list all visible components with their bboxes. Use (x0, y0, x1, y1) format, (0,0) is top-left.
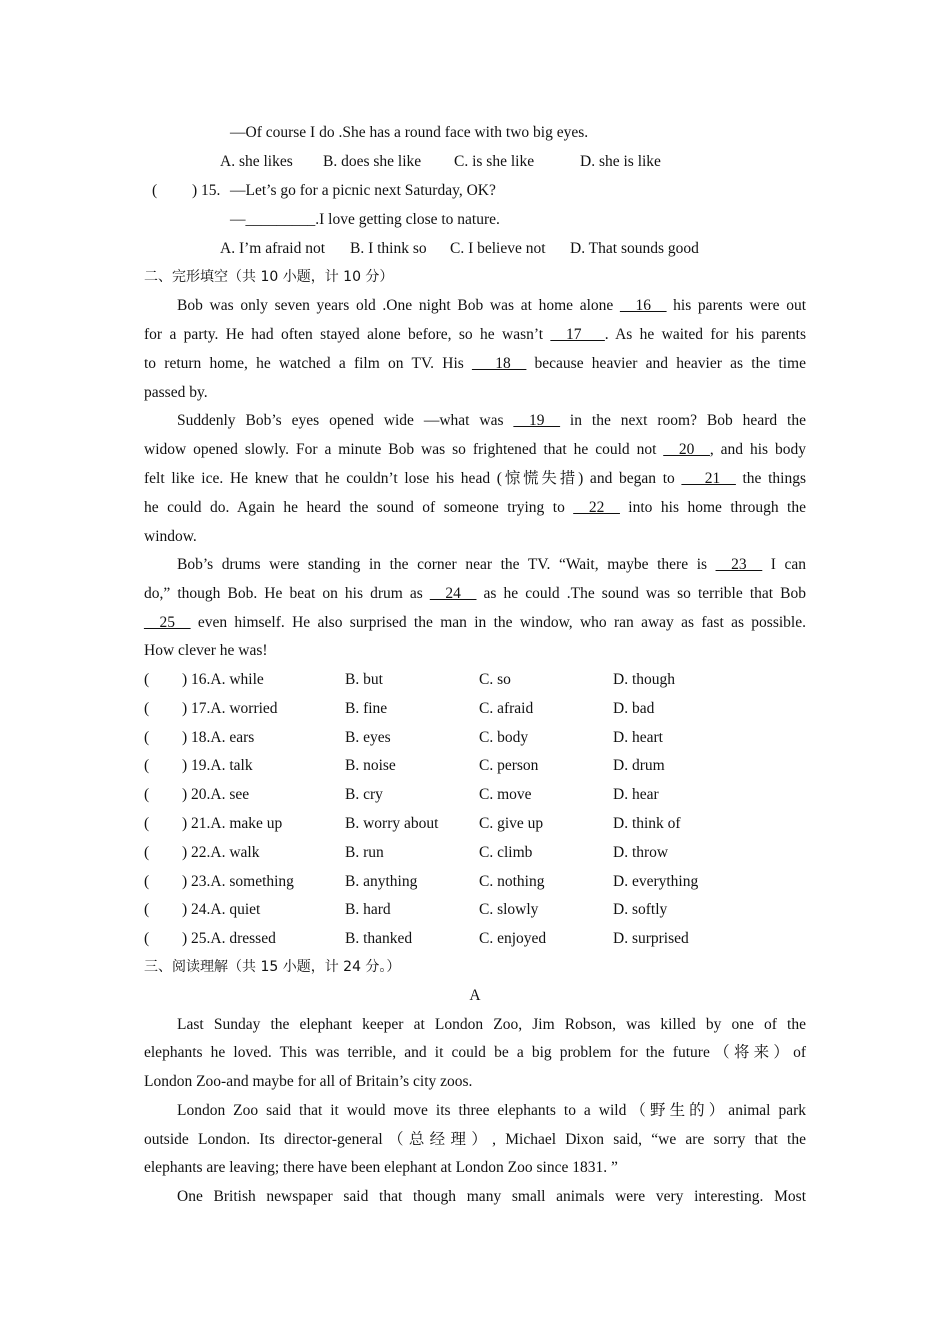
passage-text: as he could .The sound was so terrible that Bob (476, 585, 806, 602)
blank: __16__ (619, 297, 667, 314)
reading-passage-line: Last Sunday the elephant keeper at London Zoo, Jim Robson, was killed by one of the (177, 1016, 806, 1033)
passage-text: the things (735, 470, 806, 487)
passage-text: , and his body (709, 441, 807, 458)
passage-text: . As he waited for his parents (604, 326, 806, 343)
reading-passage-line: One British newspaper said that though many small animals were very interesting. Most (177, 1188, 806, 1205)
question-option-c: C. person (479, 757, 539, 775)
passage-text: in the next room? Bob heard the (559, 412, 806, 429)
cloze-passage-line (144, 383, 806, 403)
question-option-a: ) 17.A. worried (182, 699, 278, 717)
cloze-passage-line (144, 527, 806, 547)
question-option-b: B. but (345, 671, 383, 688)
passage-text: even himself. He also surprised the man in the window, who ran away as fast as possible. (190, 614, 806, 631)
question-option-b: B. hard (345, 901, 391, 919)
cloze-question-row (144, 872, 806, 892)
passage-text: Bob’s drums were standing in the corner near the TV. “Wait, maybe there is (177, 556, 716, 573)
answer-bracket[interactable]: ( (144, 671, 150, 688)
question-option-a: ) 20.A. see (182, 786, 250, 804)
answer-bracket[interactable]: ( (144, 815, 150, 832)
question-option-d: D. heart (613, 728, 663, 746)
q15-answer-line: —_________.I love getting close to nature. (230, 211, 500, 228)
question-option-d: D. surprised (613, 930, 689, 948)
q15-number: ) 15. (192, 182, 221, 199)
blank: __19__ (513, 412, 560, 429)
reading-passage-line: London Zoo said that it would move its three elephants to a wild（野生的）animal park (177, 1102, 806, 1119)
passage-text: because heavier and heavier as the time (526, 355, 806, 372)
cloze-passage-line (144, 641, 806, 661)
question-option-b: B. eyes (345, 728, 391, 746)
blank: __17___ (550, 326, 605, 343)
question-option-c: C. give up (479, 815, 544, 832)
blank: __25__ (144, 614, 191, 631)
question-option-c: C. so (479, 671, 511, 688)
question-option-a: ) 16.A. while (182, 671, 264, 688)
cloze-question-row (144, 670, 806, 690)
cloze-passage-line (144, 296, 806, 316)
q15-option-c: C. I believe not (450, 240, 546, 257)
q14-options (144, 152, 806, 172)
q15-option-d: D. That sounds good (570, 240, 699, 257)
question-option-d: D. everything (613, 872, 699, 890)
question-option-a: ) 19.A. talk (182, 757, 253, 775)
q15-option-b: B. I think so (350, 240, 427, 257)
question-option-d: D. think of (613, 815, 681, 832)
reading-passage-line: outside London. Its director-general（总经理）, Michael Dixon said, “we are sorry that the (144, 1131, 806, 1148)
question-option-d: D. hear (613, 786, 659, 804)
question-option-a: ) 25.A. dressed (182, 930, 276, 948)
answer-bracket[interactable]: ( (144, 930, 150, 948)
q14-option-a: A. she likes (220, 153, 293, 170)
cloze-question-row (144, 756, 806, 776)
blank: __24__ (429, 585, 477, 602)
cloze-question-row (144, 814, 806, 834)
cloze-passage-line (144, 584, 806, 604)
answer-bracket[interactable]: ( (144, 786, 150, 804)
cloze-question-row (144, 728, 806, 748)
q14-option-b: B. does she like (323, 153, 422, 170)
question-option-d: D. drum (613, 757, 665, 775)
question-option-a: ) 21.A. make up (182, 815, 283, 832)
answer-bracket[interactable]: ( (144, 757, 150, 775)
cloze-passage-line (144, 613, 806, 633)
question-option-a: ) 18.A. ears (182, 728, 255, 746)
question-option-c: C. nothing (479, 872, 545, 890)
passage-text: window. (144, 528, 197, 545)
passage-text: felt like ice. He knew that he couldn’t lose his head (惊慌失措) and began to (144, 470, 682, 487)
question-option-b: B. cry (345, 786, 383, 804)
q15-question: —Let’s go for a picnic next Saturday, OK? (230, 182, 496, 199)
question-option-d: D. though (613, 671, 675, 688)
reading-passage-line: elephants are leaving; there have been elephant at London Zoo since 1831. ” (144, 1159, 618, 1176)
question-option-c: C. body (479, 728, 529, 746)
passage-text: passed by. (144, 384, 208, 401)
passage-text: Bob was only seven years old .One night Bob was at home alone (177, 297, 620, 314)
passage-text: I can (762, 556, 807, 573)
question-option-c: C. climb (479, 843, 533, 861)
question-option-b: B. noise (345, 757, 396, 775)
reading-passage-line: London Zoo-and maybe for all of Britain’s city zoos. (144, 1073, 473, 1090)
question-option-c: C. slowly (479, 901, 539, 919)
cloze-passage-line (144, 325, 806, 345)
passage-text: How clever he was! (144, 642, 268, 659)
question-option-c: C. move (479, 786, 532, 804)
question-option-d: D. throw (613, 843, 669, 861)
question-option-d: D. softly (613, 901, 668, 919)
question-option-b: B. run (345, 843, 384, 861)
blank: __22__ (573, 499, 620, 516)
question-option-b: B. thanked (345, 930, 413, 948)
cloze-passage-line (144, 440, 806, 460)
cloze-passage-line (144, 498, 806, 518)
blank: __23__ (715, 556, 763, 573)
section3-heading: 三、阅读理解（共 15 小题，计 24 分。） (144, 959, 401, 975)
answer-bracket[interactable]: ( (144, 901, 150, 919)
question-option-a: ) 22.A. walk (182, 843, 260, 861)
q15-answer-bracket[interactable]: ( (152, 182, 158, 199)
answer-bracket[interactable]: ( (144, 728, 150, 746)
cloze-passage-line (144, 555, 806, 575)
blank: ___18__ (472, 355, 527, 372)
q15-options (144, 239, 806, 259)
question-option-d: D. bad (613, 699, 655, 717)
passage-label: A (469, 987, 481, 1004)
passage-text: widow opened slowly. For a minute Bob was so frightened that he could not (144, 441, 664, 458)
question-option-b: B. worry about (345, 815, 439, 832)
passage-text: into his home through the (619, 499, 806, 516)
q14-option-c: C. is she like (454, 153, 535, 170)
passage-text: to return home, he watched a film on TV. His (144, 355, 473, 372)
answer-bracket[interactable]: ( (144, 843, 150, 861)
passage-text: his parents were out (666, 297, 806, 314)
q15-question-row (144, 181, 806, 201)
cloze-passage-line (144, 354, 806, 374)
question-option-b: B. fine (345, 699, 388, 717)
section2-heading: 二、完形填空（共 10 小题，计 10 分） (144, 269, 394, 285)
passage-text: for a party. He had often stayed alone before, so he wasn’t (144, 326, 551, 343)
q14-option-d: D. she is like (580, 153, 661, 170)
cloze-passage-line (144, 469, 806, 489)
passage-text: Suddenly Bob’s eyes opened wide —what was (177, 412, 514, 429)
cloze-question-row (144, 843, 806, 863)
passage-text: he could do. Again he heard the sound of someone trying to (144, 499, 574, 516)
question-option-c: C. afraid (479, 699, 534, 717)
blank: ___21__ (681, 470, 736, 487)
question-option-a: ) 23.A. something (182, 872, 294, 890)
q14-answer-line: —Of course I do .She has a round face with two big eyes. (230, 124, 589, 141)
blank: __20__ (663, 441, 710, 458)
question-option-a: ) 24.A. quiet (182, 901, 261, 919)
question-option-c: C. enjoyed (479, 930, 547, 948)
cloze-question-row (144, 785, 806, 805)
answer-bracket[interactable]: ( (144, 699, 150, 717)
answer-bracket[interactable]: ( (144, 872, 150, 890)
cloze-question-row (144, 900, 806, 920)
reading-passage-line: elephants he loved. This was terrible, and it could be a big problem for the future（将来）of (144, 1044, 806, 1061)
q15-option-a: A. I’m afraid not (220, 240, 326, 257)
cloze-question-row (144, 929, 806, 949)
cloze-question-row (144, 699, 806, 719)
question-option-b: B. anything (345, 872, 418, 890)
passage-text: do,” though Bob. He beat on his drum as (144, 585, 430, 602)
cloze-passage-line (144, 411, 806, 431)
